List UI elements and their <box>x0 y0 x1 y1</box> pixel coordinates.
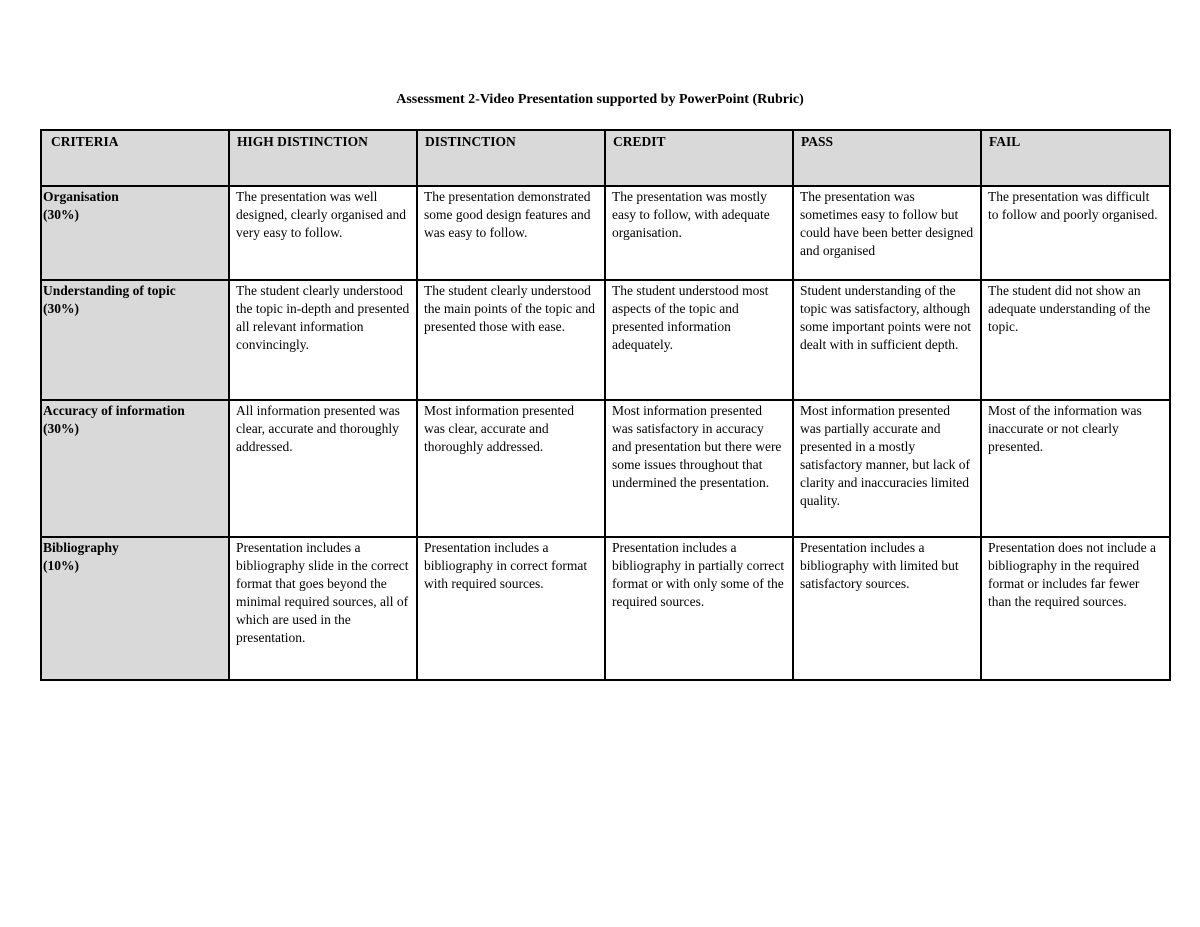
rubric-cell: The student clearly understood the topic in-depth and presented all relevant information convincingly. <box>229 280 417 400</box>
header-pass: PASS <box>793 130 981 186</box>
rubric-cell: Presentation includes a bibliography in correct format with required sources. <box>417 537 605 680</box>
criterion-name: Accuracy of information <box>43 403 185 418</box>
header-distinction: DISTINCTION <box>417 130 605 186</box>
rubric-cell: Presentation includes a bibliography in partially correct format or with only some of the required sources. <box>605 537 793 680</box>
header-fail: FAIL <box>981 130 1170 186</box>
document-title: Assessment 2-Video Presentation supported by PowerPoint (Rubric) <box>396 92 804 107</box>
rubric-cell: The presentation was difficult to follow and poorly organised. <box>981 186 1170 280</box>
criterion-name: Bibliography <box>43 540 119 555</box>
rubric-cell: The presentation demonstrated some good design features and was easy to follow. <box>417 186 605 280</box>
criterion-weight: (10%) <box>43 558 79 573</box>
criterion-cell <box>41 280 229 400</box>
rubric-cell: Presentation includes a bibliography slide in the correct format that goes beyond the minimal required sources, all of which are used in the presentation. <box>229 537 417 680</box>
rubric-cell: All information presented was clear, accurate and thoroughly addressed. <box>229 400 417 537</box>
table-row <box>41 537 1170 680</box>
rubric-cell: The presentation was sometimes easy to follow but could have been better designed and organised <box>793 186 981 280</box>
rubric-cell: The presentation was well designed, clearly organised and very easy to follow. <box>229 186 417 280</box>
header-row <box>41 130 1170 186</box>
criterion-cell <box>41 186 229 280</box>
criterion-name: Organisation <box>43 189 119 204</box>
rubric-cell: The student clearly understood the main points of the topic and presented those with ease. <box>417 280 605 400</box>
rubric-cell: The presentation was mostly easy to follow, with adequate organisation. <box>605 186 793 280</box>
header-high-distinction: HIGH DISTINCTION <box>229 130 417 186</box>
rubric-cell: The student did not show an adequate understanding of the topic. <box>981 280 1170 400</box>
criterion-cell <box>41 537 229 680</box>
table-row <box>41 400 1170 537</box>
rubric-cell: Most information presented was partially accurate and presented in a mostly satisfactory manner, but lack of clarity and inaccuracies limited quality. <box>793 400 981 537</box>
rubric-cell: Presentation does not include a bibliography in the required format or includes far fewer than the required sources. <box>981 537 1170 680</box>
table-row <box>41 280 1170 400</box>
rubric-table <box>40 129 1171 681</box>
rubric-cell: Most of the information was inaccurate or not clearly presented. <box>981 400 1170 537</box>
rubric-cell: Student understanding of the topic was satisfactory, although some important points were not dealt with in sufficient depth. <box>793 280 981 400</box>
rubric-cell: Most information presented was satisfactory in accuracy and presentation but there were some issues throughout that undermined the presentation. <box>605 400 793 537</box>
rubric-cell: Presentation includes a bibliography with limited but satisfactory sources. <box>793 537 981 680</box>
criterion-name: Understanding of topic <box>43 283 176 298</box>
table-row <box>41 186 1170 280</box>
criterion-weight: (30%) <box>43 207 79 222</box>
rubric-cell: Most information presented was clear, accurate and thoroughly addressed. <box>417 400 605 537</box>
rubric-cell: The student understood most aspects of the topic and presented information adequately. <box>605 280 793 400</box>
criterion-cell <box>41 400 229 537</box>
header-credit: CREDIT <box>605 130 793 186</box>
criterion-weight: (30%) <box>43 421 79 436</box>
header-criteria: CRITERIA <box>41 130 229 186</box>
criterion-weight: (30%) <box>43 301 79 316</box>
